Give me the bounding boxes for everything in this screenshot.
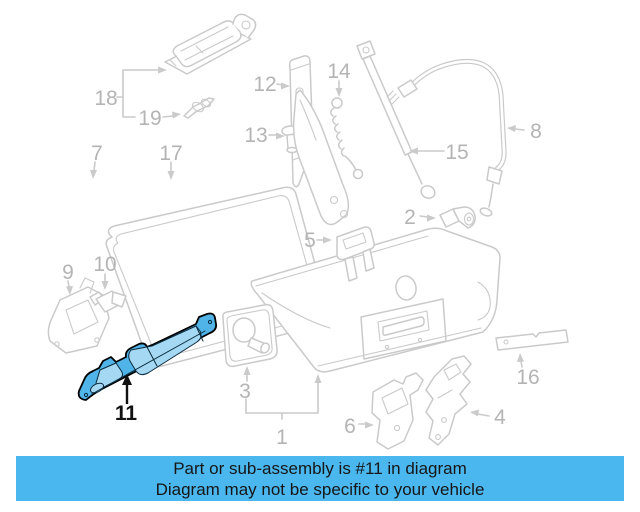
hinge-arm [294, 90, 349, 224]
part-label-5: 5 [304, 229, 316, 252]
part-label-2: 2 [404, 206, 416, 229]
part-9-hinge-base [48, 278, 109, 353]
info-banner [16, 456, 624, 501]
part-label-11-highlighted: 11 [114, 402, 138, 425]
part-label-16: 16 [516, 366, 540, 389]
part-label-9: 9 [62, 261, 74, 284]
part-19-bulb [184, 98, 214, 118]
part-label-4: 4 [494, 406, 506, 429]
part-3-lock-bezel [223, 305, 277, 367]
part-label-7: 7 [91, 142, 103, 165]
part-label-17: 17 [159, 142, 183, 165]
part-label-1: 1 [276, 426, 288, 449]
part-label-13: 13 [244, 124, 268, 147]
part-label-12: 12 [253, 73, 277, 96]
part-label-18: 18 [94, 87, 118, 110]
part-label-6: 6 [344, 415, 356, 438]
part-15-gas-strut [357, 41, 437, 200]
part-16-license-bracket [496, 330, 568, 350]
part-label-10: 10 [93, 253, 117, 276]
part-label-15: 15 [445, 141, 469, 164]
part-1-trunk-lid [251, 228, 500, 372]
part-label-8: 8 [530, 120, 542, 143]
part-label-14: 14 [327, 60, 351, 83]
part-2-switch [440, 207, 475, 228]
part-label-19: 19 [138, 107, 162, 130]
part-6-latch [372, 373, 423, 449]
banner-line-1: Part or sub-assembly is #11 in diagram [173, 458, 467, 478]
part-4-lock-assembly [426, 356, 471, 445]
banner-line-2: Diagram may not be specific to your vehicle [155, 479, 485, 499]
part-18-license-lamp-assembly [165, 14, 256, 74]
part-label-3: 3 [239, 380, 251, 403]
